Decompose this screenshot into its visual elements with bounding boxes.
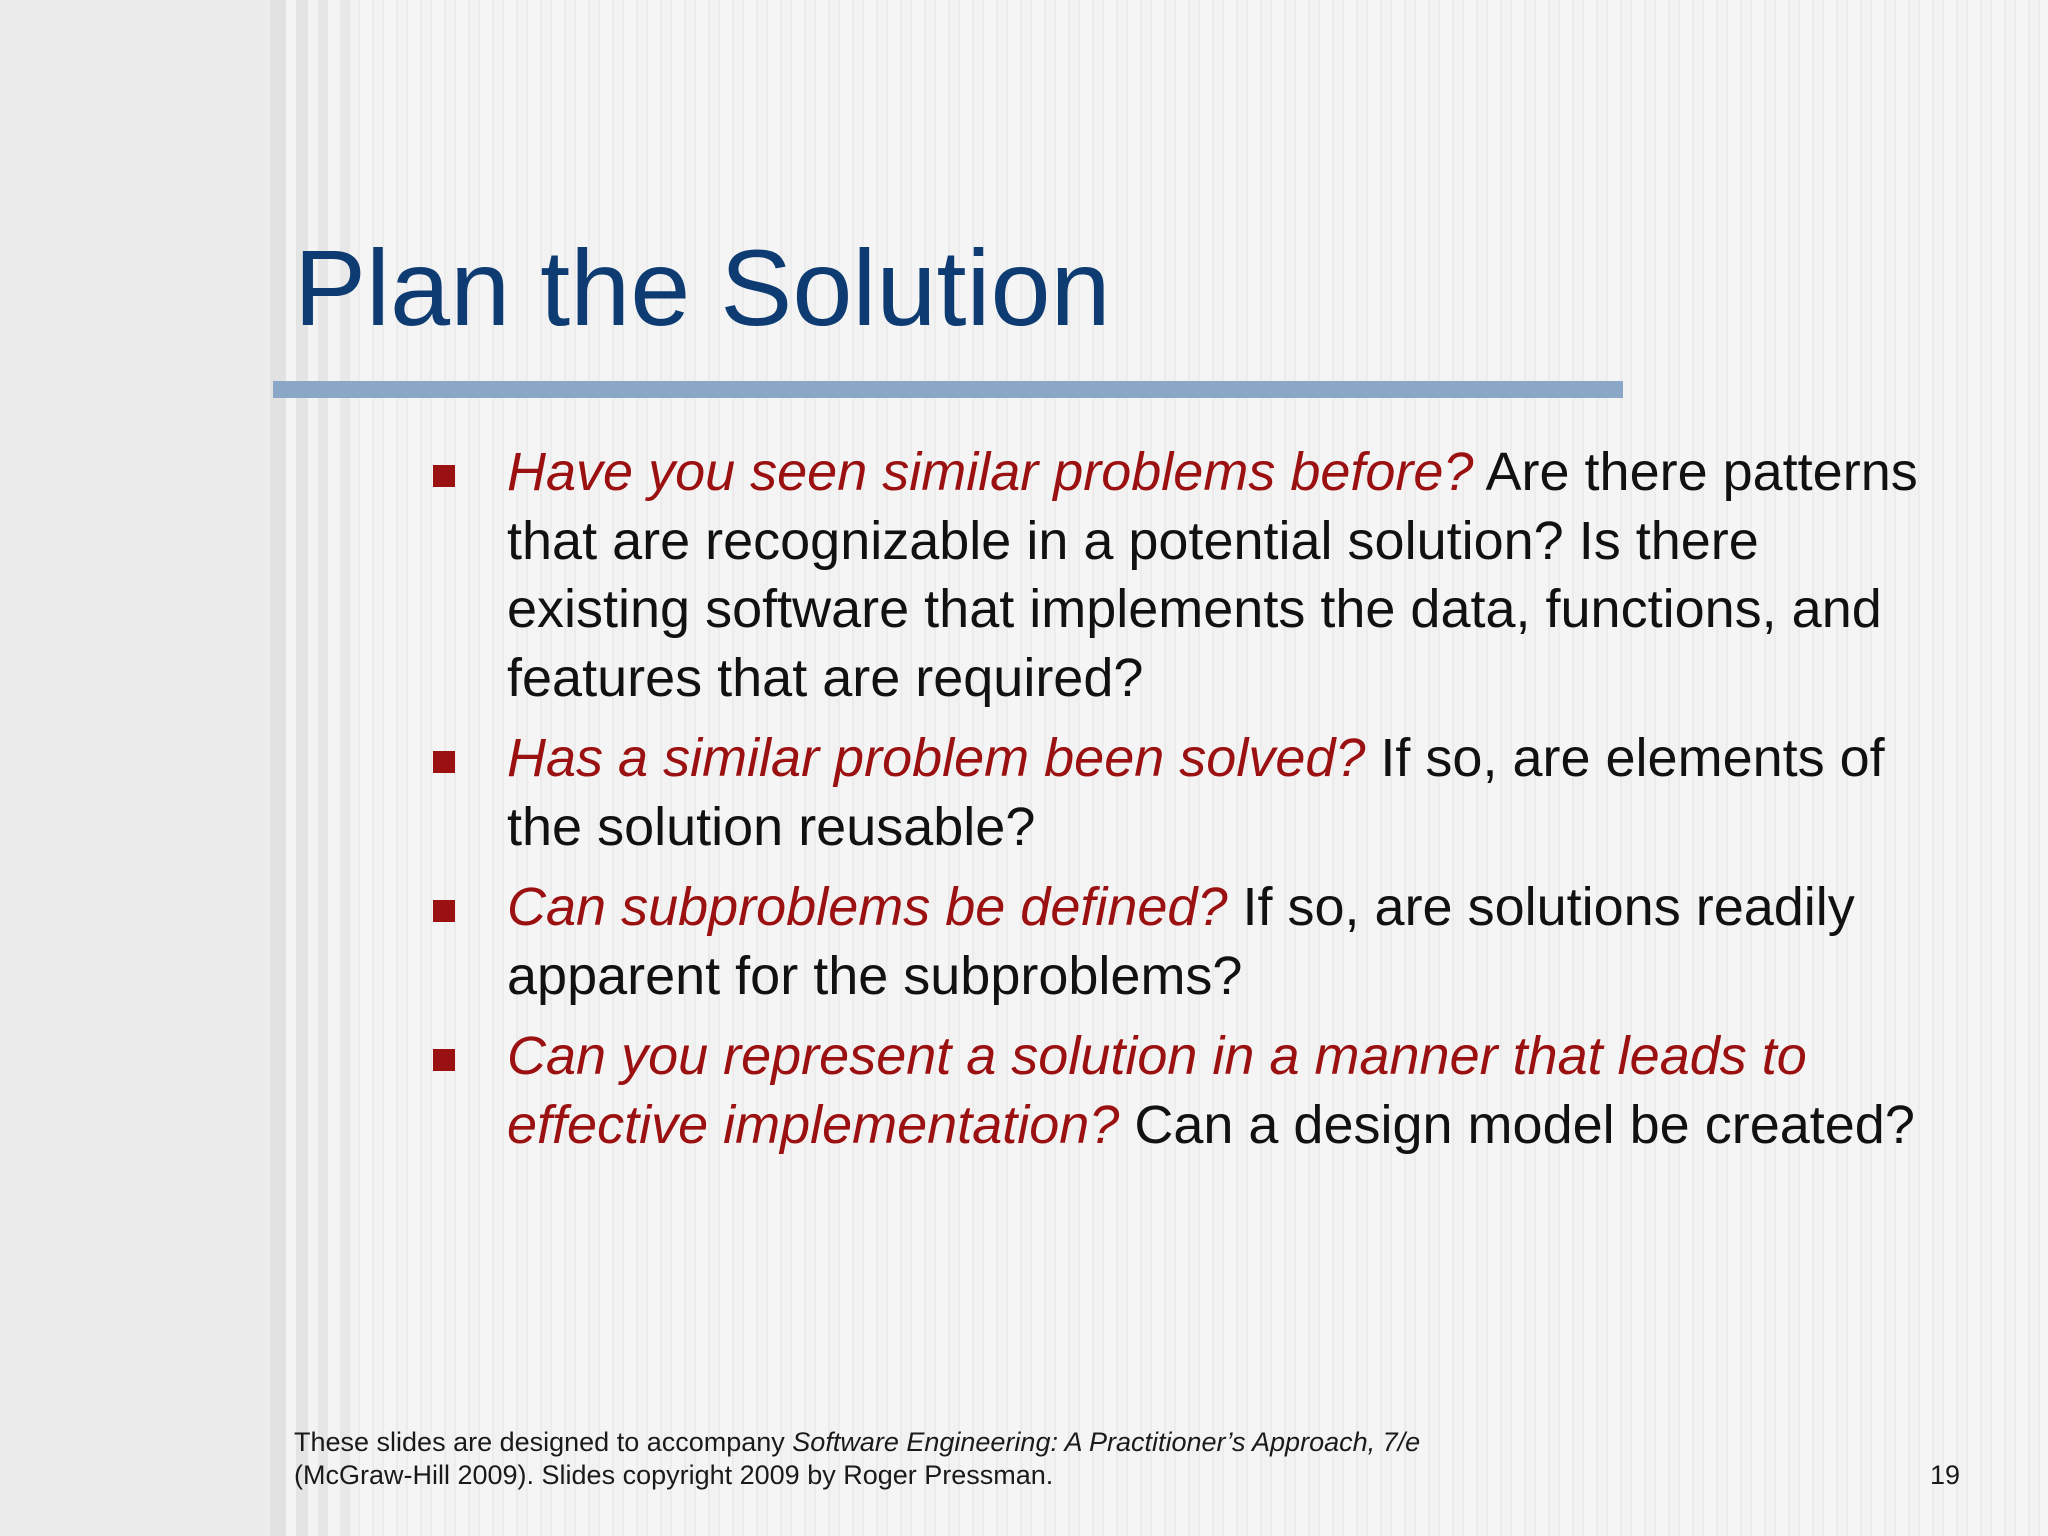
footer-suffix: (McGraw-Hill 2009). Slides copyright 2009 by Roger Pressman.	[294, 1460, 1054, 1490]
bullet-question: Have you seen similar problems before?	[507, 442, 1474, 502]
bullet-list	[430, 438, 1950, 1171]
bullet-text: Can a design model be created?	[1119, 1094, 1915, 1155]
bullet-question: Can subproblems be defined?	[507, 877, 1228, 937]
footer-citation	[294, 1426, 1544, 1492]
bullet-question: Can you represent a solution in a manner that leads to effective implementation?	[507, 1026, 1807, 1155]
slide-title: Plan the Solution	[294, 227, 1111, 348]
bullet-text: If so, are elements of the solution reusable?	[507, 728, 1885, 857]
footer-prefix: These slides are designed to accompany	[294, 1427, 793, 1457]
square-bullet-icon	[433, 1049, 455, 1071]
page-number: 19	[1929, 1460, 1960, 1490]
bullet-text: Are there patterns that are recognizable in a potential solution? Is there existing software that implements the data, functions, and features that are required?	[507, 442, 1918, 708]
bullet-item	[430, 1022, 1950, 1159]
bullet-item	[430, 438, 1950, 712]
square-bullet-icon	[433, 465, 455, 487]
bullet-text: If so, are solutions readily apparent for the subproblems?	[507, 877, 1855, 1006]
bullet-item	[430, 724, 1950, 861]
square-bullet-icon	[433, 900, 455, 922]
square-bullet-icon	[433, 751, 455, 773]
bullet-question: Has a similar problem been solved?	[507, 728, 1366, 788]
footer-book-title: Software Engineering: A Practitioner’s Approach, 7/e	[792, 1427, 1421, 1457]
title-underline	[273, 381, 1623, 398]
bullet-item	[430, 873, 1950, 1010]
